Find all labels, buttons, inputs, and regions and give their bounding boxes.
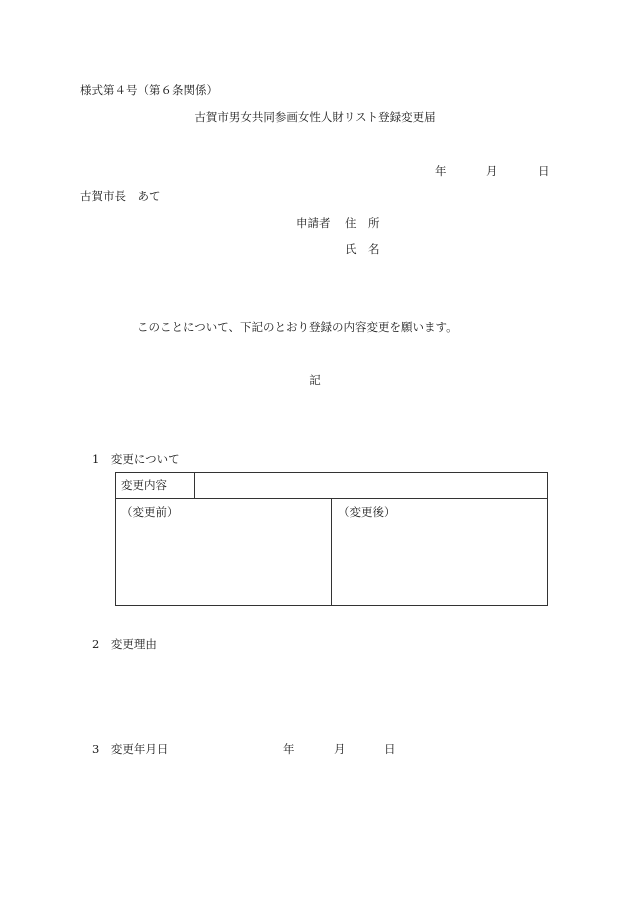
applicant-label: 申請者 bbox=[296, 216, 331, 230]
section3-heading: 3 変更年月日 bbox=[92, 742, 169, 756]
applicant-address-label: 住 所 bbox=[345, 216, 380, 230]
date-month-label: 月 bbox=[486, 164, 498, 178]
change-content-label: 変更内容 bbox=[121, 478, 167, 492]
before-change-label: （変更前） bbox=[121, 505, 179, 519]
after-change-field[interactable] bbox=[332, 522, 547, 605]
after-change-label: （変更後） bbox=[338, 505, 396, 519]
section2-heading: 2 変更理由 bbox=[92, 637, 157, 651]
applicant-name-label: 氏 名 bbox=[345, 242, 380, 256]
form-title: 古賀市男女共同参画女性人財リスト登録変更届 bbox=[194, 110, 436, 124]
change-date-day-label: 日 bbox=[384, 742, 396, 756]
date-day-label: 日 bbox=[538, 164, 550, 178]
change-date-year-label: 年 bbox=[283, 742, 295, 756]
before-change-field[interactable] bbox=[116, 522, 330, 605]
form-style-number: 様式第４号（第６条関係） bbox=[80, 83, 218, 97]
statement-text: このことについて、下記のとおり登録の内容変更を願います。 bbox=[137, 320, 458, 334]
change-content-field[interactable] bbox=[195, 473, 547, 498]
change-date-month-label: 月 bbox=[334, 742, 346, 756]
section1-heading: 1 変更について bbox=[92, 452, 180, 466]
ki-heading: 記 bbox=[309, 373, 321, 387]
change-reason-field[interactable] bbox=[115, 660, 548, 730]
addressee: 古賀市長 あて bbox=[80, 189, 161, 203]
date-year-label: 年 bbox=[435, 164, 447, 178]
